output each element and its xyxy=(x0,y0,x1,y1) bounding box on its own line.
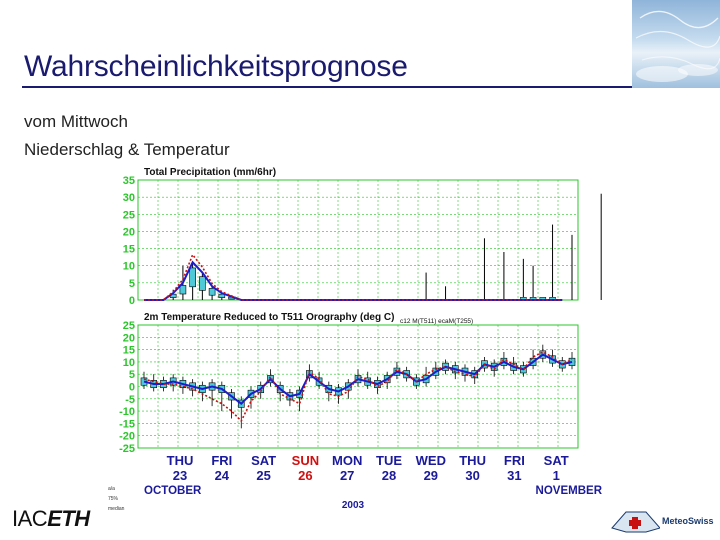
y-tick-label: 0 xyxy=(128,381,135,394)
legend-mark: median xyxy=(108,506,125,512)
y-tick-label: 25 xyxy=(122,320,135,332)
date-label: 31 xyxy=(507,468,522,483)
forecast-chart xyxy=(108,160,606,512)
y-tick-label: -10 xyxy=(119,406,135,419)
y-tick-label: -25 xyxy=(119,443,135,455)
y-tick-label: -5 xyxy=(125,393,135,406)
sky-pattern-icon xyxy=(632,0,720,88)
y-tick-label: 10 xyxy=(122,260,135,273)
forecast-chart-svg xyxy=(108,160,606,512)
day-label: THU xyxy=(166,453,194,468)
year-label: 2003 xyxy=(341,500,365,511)
iac-eth-logo xyxy=(12,506,90,532)
y-tick-label: 20 xyxy=(122,332,135,345)
header-photo xyxy=(632,0,720,88)
y-tick-label: 35 xyxy=(122,175,135,187)
month-label-october: OCTOBER xyxy=(144,485,202,497)
legend-mark: 75% xyxy=(108,496,119,502)
y-tick-label: 30 xyxy=(122,192,135,205)
day-label: MON xyxy=(332,453,363,468)
date-label: 1 xyxy=(552,468,560,483)
day-label: WED xyxy=(415,453,446,468)
date-label: 24 xyxy=(214,468,230,483)
date-label: 25 xyxy=(256,468,271,483)
title-rule xyxy=(22,86,632,88)
y-tick-label: 5 xyxy=(128,369,135,382)
date-label: 29 xyxy=(423,468,439,483)
y-tick-label: 10 xyxy=(122,356,135,369)
month-label-november: NOVEMBER xyxy=(535,485,602,497)
swiss-cross-icon xyxy=(606,508,660,534)
slide-title: Wahrscheinlichkeitsprognose xyxy=(24,50,408,83)
y-tick-label: 15 xyxy=(122,243,135,256)
chart-subtitle: c12 M(T511) ecaM(T255) xyxy=(400,318,474,325)
chart-title: 2m Temperature Reduced to T511 Orography (deg C) xyxy=(144,312,395,323)
date-label: 30 xyxy=(465,468,480,483)
y-tick-label: -20 xyxy=(119,430,135,443)
y-tick-label: 5 xyxy=(128,277,135,290)
meteoswiss-logo xyxy=(606,508,716,534)
y-tick-label: -15 xyxy=(119,418,135,431)
y-tick-label: 15 xyxy=(122,344,135,357)
y-tick-label: 20 xyxy=(122,226,135,239)
precip-box xyxy=(180,285,186,294)
precip-box xyxy=(209,288,215,295)
logo-prefix: IAC xyxy=(12,506,48,531)
y-tick-label: 25 xyxy=(122,209,135,222)
subtitle-line-2: Niederschlag & Temperatur xyxy=(24,140,230,159)
precip-box xyxy=(190,268,196,287)
precip-box xyxy=(199,277,205,291)
day-label: SAT xyxy=(251,453,277,468)
day-label: SAT xyxy=(543,453,569,468)
date-label: 28 xyxy=(381,468,397,483)
logo-suffix: ETH xyxy=(47,506,90,531)
subtitle-line-1: vom Mittwoch xyxy=(24,112,128,131)
date-label: 23 xyxy=(172,468,188,483)
day-label: SUN xyxy=(291,453,320,468)
legend-mark: a/a xyxy=(108,486,115,492)
chart-title: Total Precipitation (mm/6hr) xyxy=(144,167,277,178)
date-label: 27 xyxy=(339,468,355,483)
y-tick-label: 0 xyxy=(128,295,135,307)
day-label: FRI xyxy=(211,453,233,468)
day-label: FRI xyxy=(503,453,525,468)
day-label: TUE xyxy=(376,453,402,468)
day-label: THU xyxy=(459,453,486,468)
date-label: 26 xyxy=(298,468,313,483)
meteoswiss-label: MeteoSwiss xyxy=(662,516,714,526)
